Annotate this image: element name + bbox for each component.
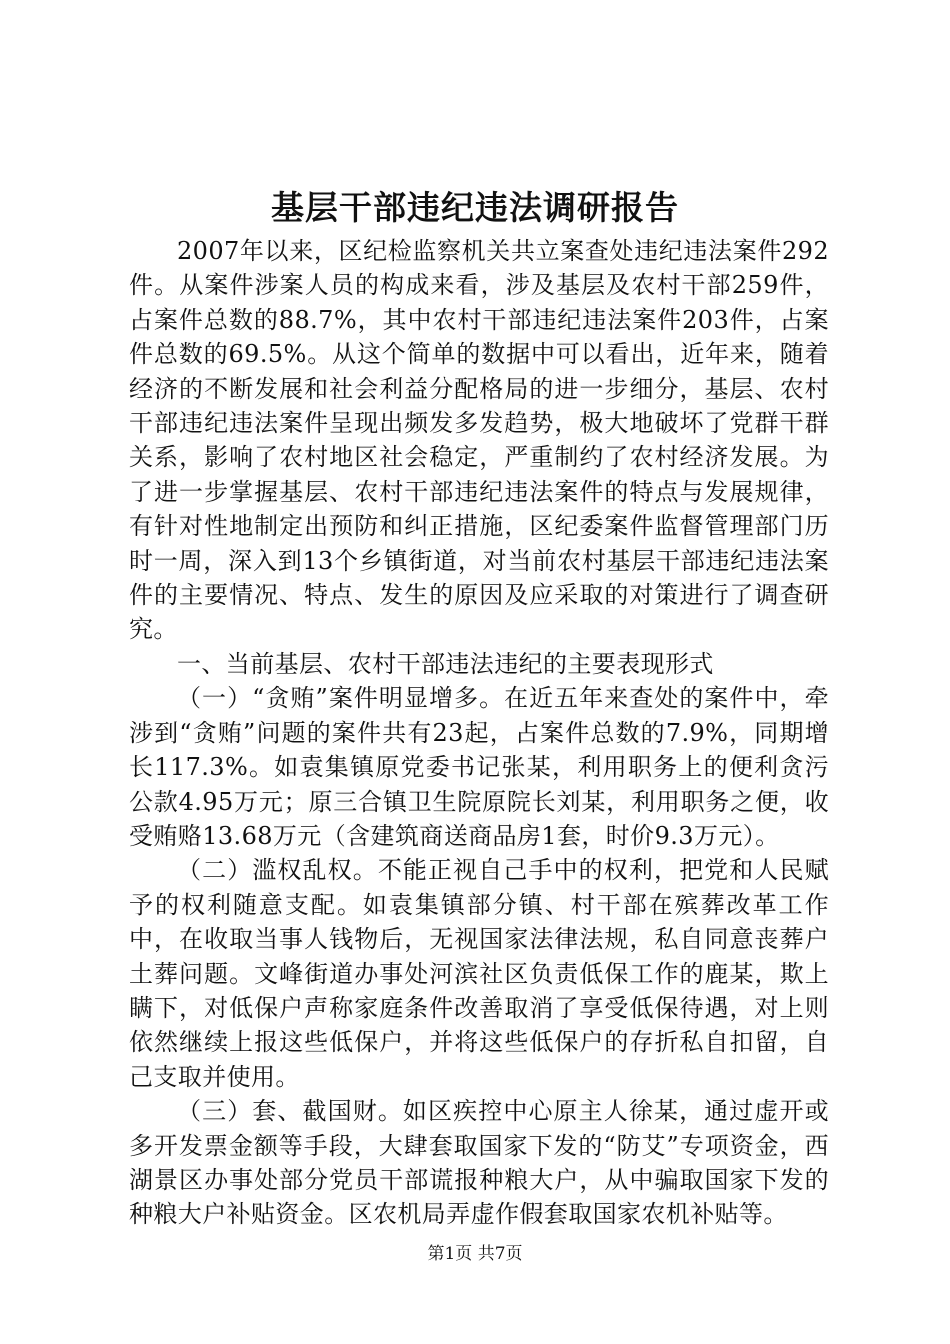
subsection-paragraph-1: （一）“贪贿”案件明显增多。在近五年来查处的案件中，牵涉到“贪贿”问题的案件共有23起，占案件总数的7.9%，同期增长117.3%。如袁集镇原党委书记张某，利用职务上的便利贪污公款4.95万元；原三合镇卫生院原院长刘某，利用职务之便，收受贿赂13.68万元（含建筑商送商品房1套，时价9.3万元）。	[129, 684, 829, 850]
intro-paragraph: 2007年以来，区纪检监察机关共立案查处违纪违法案件292件。从案件涉案人员的构成来看，涉及基层及农村干部259件，占案件总数的88.7%，其中农村干部违纪违法案件203件，占案件总数的69.5%。从这个简单的数据中可以看出，近年来，随着经济的不断发展和社会利益分配格局的进一步细分，基层、农村干部违纪违法案件呈现出频发多发趋势，极大地破坏了党群干群关系，影响了农村地区社会稳定，严重制约了农村经济发展。为了进一步掌握基层、农村干部违纪违法案件的特点与发展规律，有针对性地制定出预防和纠正措施，区纪委案件监督管理部门历时一周，深入到13个乡镇街道，对当前农村基层干部违纪违法案件的主要情况、特点、发生的原因及应采取的对策进行了调查研究。	[129, 237, 829, 644]
section-heading: 一、当前基层、农村干部违法违纪的主要表现形式	[177, 649, 714, 678]
document-title: 基层干部违纪违法调研报告	[271, 188, 679, 227]
document-body	[129, 234, 829, 1232]
subsection-paragraph-2: （二）滥权乱权。不能正视自己手中的权利，把党和人民赋予的权利随意支配。如袁集镇部分镇、村干部在殡葬改革工作中，在收取当事人钱物后，无视国家法律法规，私自同意丧葬户土葬问题。文峰街道办事处河滨社区负责低保工作的鹿某，欺上瞒下，对低保户声称家庭条件改善取消了享受低保待遇，对上则依然继续上报这些低保户，并将这些低保户的存折私自扣留，自己支取并使用。	[129, 856, 829, 1091]
subsection-paragraph-3: （三）套、截国财。如区疾控中心原主人徐某，通过虚开或多开发票金额等手段，大肆套取国家下发的“防艾”专项资金，西湖景区办事处部分党员干部谎报种粮大户，从中骗取国家下发的种粮大户补贴资金。区农机局弄虚作假套取国家农机补贴等。	[129, 1097, 829, 1229]
page-number-footer: 第1页 共7页	[427, 1244, 523, 1264]
